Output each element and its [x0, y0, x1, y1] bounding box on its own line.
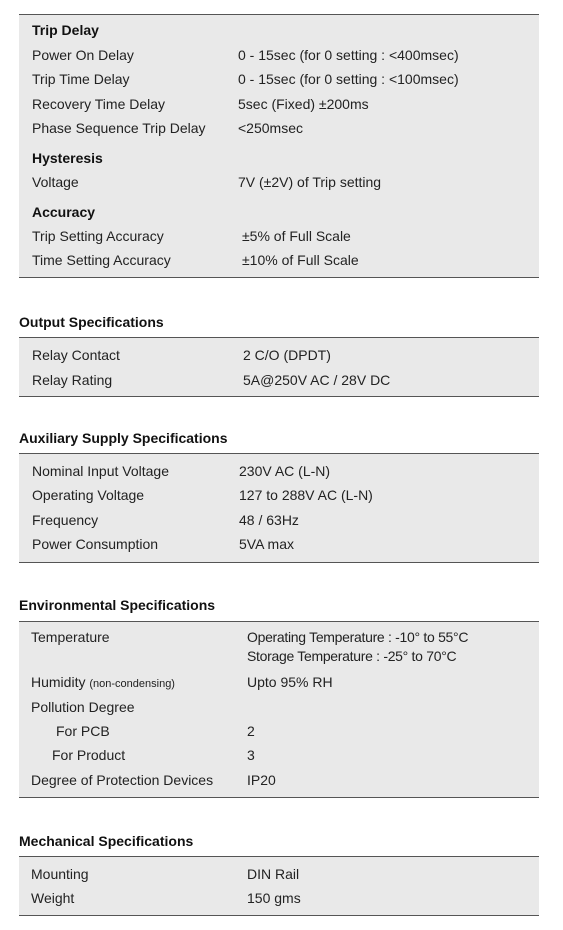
spec-label: Degree of Protection Devices	[31, 772, 214, 788]
spec-label: Phase Sequence Trip Delay	[32, 120, 206, 136]
spec-label: Power On Delay	[32, 47, 134, 63]
spec-label: Frequency	[32, 512, 99, 528]
spec-row	[19, 696, 539, 718]
spec-row	[19, 671, 539, 693]
humidity-label: Humidity	[31, 674, 86, 690]
spec-value: 7V (±2V) of Trip setting	[238, 174, 382, 190]
spec-label: Recovery Time Delay	[32, 96, 166, 112]
spec-value: <250msec	[238, 120, 303, 136]
spec-label: Relay Rating	[32, 372, 113, 388]
mechanical-heading: Mechanical Specifications	[19, 833, 194, 849]
output-heading: Output Specifications	[19, 314, 164, 330]
auxiliary-heading: Auxiliary Supply Specifications	[19, 430, 228, 446]
hysteresis-heading: Hysteresis	[32, 150, 103, 166]
environmental-panel	[19, 621, 539, 798]
spec-value: Upto 95% RH	[247, 674, 333, 690]
spec-label: Pollution Degree	[31, 699, 135, 715]
spec-value: 150 gms	[247, 890, 301, 906]
spec-row	[19, 484, 539, 506]
spec-row	[19, 369, 539, 391]
spec-row	[19, 93, 539, 115]
spec-value: 5A@250V AC / 28V DC	[243, 372, 391, 388]
spec-value: DIN Rail	[247, 866, 300, 882]
spec-label: Voltage	[32, 174, 79, 190]
humidity-note: (non-condensing)	[89, 678, 175, 690]
spec-label: Mounting	[31, 866, 89, 882]
spec-label: Trip Time Delay	[32, 71, 130, 87]
spec-value: 127 to 288V AC (L-N)	[239, 487, 373, 503]
spec-value: 0 - 15sec (for 0 setting : <400msec)	[238, 47, 459, 63]
auxiliary-panel	[19, 453, 539, 563]
spec-value: 3	[247, 747, 255, 763]
spec-value: 48 / 63Hz	[239, 512, 299, 528]
spec-value: Operating Temperature : -10° to 55°C	[247, 629, 469, 645]
spec-label: For PCB	[56, 723, 110, 739]
spec-value: 5VA max	[239, 536, 294, 552]
accuracy-heading: Accuracy	[32, 204, 96, 220]
spec-row	[19, 460, 539, 482]
spec-label: Nominal Input Voltage	[32, 463, 169, 479]
spec-row	[19, 720, 539, 742]
spec-value: 2 C/O (DPDT)	[243, 347, 331, 363]
spec-row	[19, 68, 539, 90]
spec-value: ±10% of Full Scale	[242, 252, 359, 268]
spec-row	[19, 171, 539, 193]
spec-label: For Product	[52, 747, 126, 763]
trip-delay-heading: Trip Delay	[32, 22, 99, 38]
spec-row	[19, 628, 539, 668]
spec-value: 2	[247, 723, 255, 739]
mechanical-panel	[19, 856, 539, 916]
spec-row	[19, 744, 539, 766]
spec-row	[19, 769, 539, 791]
spec-value: IP20	[247, 772, 276, 788]
spec-label: Temperature	[31, 629, 110, 645]
spec-label: Trip Setting Accuracy	[32, 228, 164, 244]
spec-row	[19, 887, 539, 909]
spec-row	[19, 44, 539, 66]
spec-row	[19, 225, 539, 247]
spec-value: 0 - 15sec (for 0 setting : <100msec)	[238, 71, 459, 87]
spec-value: 230V AC (L-N)	[239, 463, 331, 479]
spec-row	[19, 117, 539, 139]
output-panel	[19, 337, 539, 397]
spec-row	[19, 509, 539, 531]
spec-label	[31, 671, 175, 695]
spec-label: Time Setting Accuracy	[32, 252, 171, 268]
spec-value: 5sec (Fixed) ±200ms	[238, 96, 369, 112]
spec-row	[19, 533, 539, 555]
spec-label: Power Consumption	[32, 536, 159, 552]
spec-value: ±5% of Full Scale	[242, 228, 351, 244]
spec-row	[19, 249, 539, 271]
spec-row	[19, 863, 539, 885]
spec-label: Weight	[31, 890, 75, 906]
spec-row	[19, 344, 539, 366]
spec-label: Relay Contact	[32, 347, 120, 363]
spec-value: Storage Temperature : -25° to 70°C	[247, 648, 457, 664]
spec-label: Operating Voltage	[32, 487, 145, 503]
environmental-heading: Environmental Specifications	[19, 597, 216, 613]
trip-delay-panel	[19, 14, 539, 278]
